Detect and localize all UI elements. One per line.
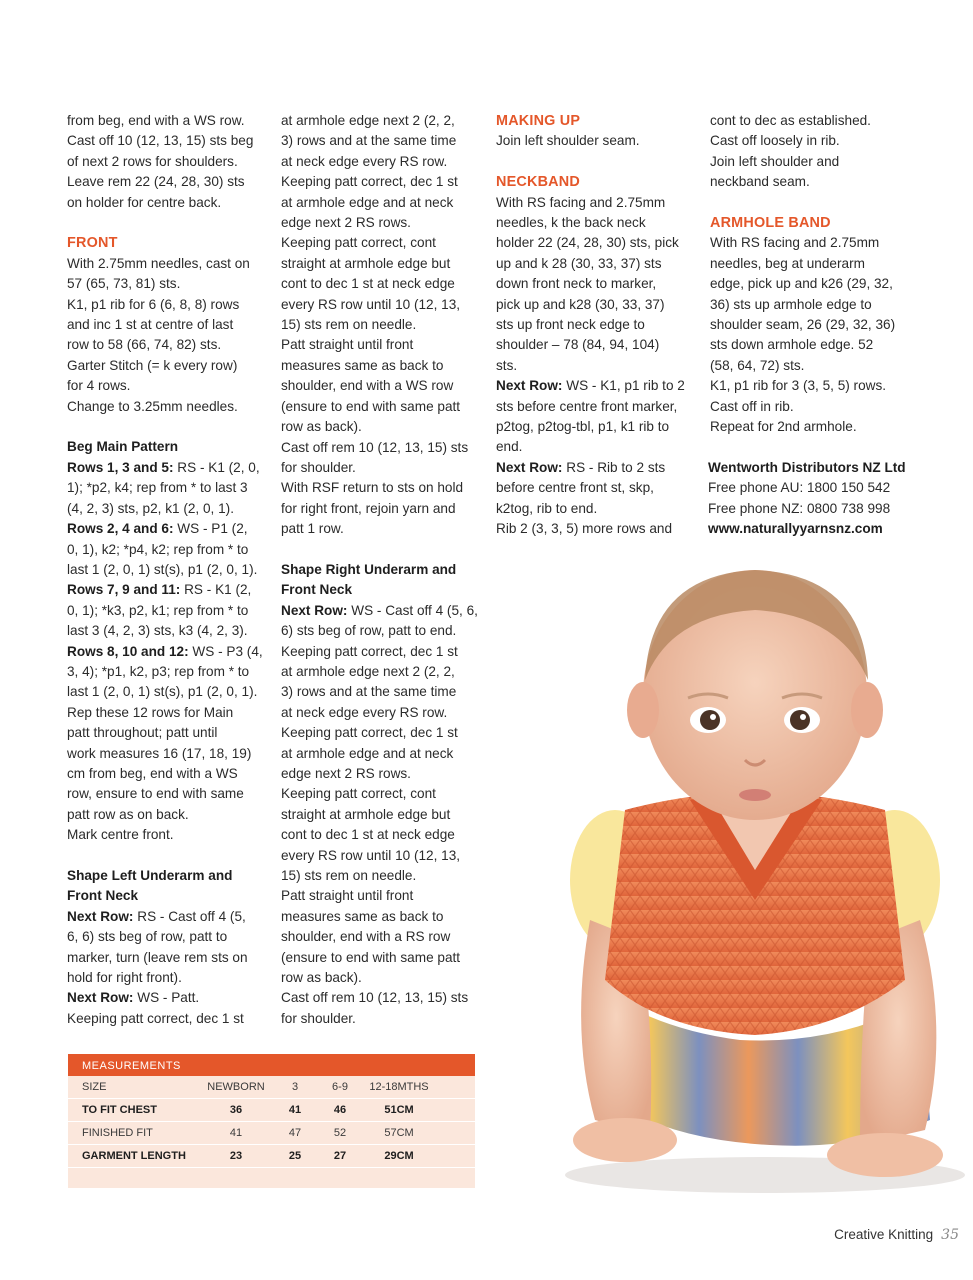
- text-line: 15) sts rem on needle.: [281, 868, 417, 884]
- text-line: patt row as on back.: [67, 806, 189, 822]
- front-heading: FRONT: [67, 235, 118, 252]
- text-line: Join left shoulder seam.: [496, 133, 640, 149]
- text-line: Keeping patt correct, dec 1 st: [67, 1010, 244, 1026]
- row-text: RS - K1 (2,: [180, 582, 252, 598]
- shape-left-heading: Shape Left Underarm and: [67, 867, 233, 883]
- text-line: sts.: [496, 357, 518, 373]
- text-line: hold for right front).: [67, 970, 182, 986]
- text-line: Keeping patt correct, dec 1 st: [281, 174, 458, 190]
- text-line: [281, 601, 486, 621]
- text-line: edge, pick up and k26 (29, 32,: [710, 276, 893, 292]
- text-line: marker, turn (leave rem sts on: [67, 949, 248, 965]
- text-line: for shoulder.: [281, 1010, 356, 1026]
- page-number: 35: [941, 1227, 959, 1243]
- text-line: 36) sts up armhole edge to: [710, 296, 872, 312]
- text-line: [67, 580, 272, 600]
- text-line: cm from beg, end with a WS: [67, 765, 238, 781]
- text-line: 6) sts beg of row, patt to end.: [281, 623, 457, 639]
- shape-right-heading: Shape Right Underarm and: [281, 561, 457, 577]
- row-label: Next Row:: [67, 908, 134, 924]
- measurements-table: [68, 1054, 475, 1188]
- text-line: down front neck to marker,: [496, 276, 657, 292]
- text-line: at armhole edge and at neck: [281, 194, 454, 210]
- text-line: Garter Stitch (= k every row): [67, 357, 238, 373]
- text-line: row as back).: [281, 419, 362, 435]
- text-line: With RS facing and 2.75mm: [710, 235, 880, 251]
- text-line: With RSF return to sts on hold: [281, 480, 464, 496]
- text-line: sts up front neck edge to: [496, 317, 645, 333]
- text-line: from beg, end with a WS row.: [67, 113, 245, 128]
- text-line: [496, 458, 701, 478]
- text-line: measures same as back to: [281, 908, 444, 924]
- text-line: 15) sts rem on needle.: [281, 317, 417, 333]
- text-line: holder 22 (24, 28, 30) sts, pick: [496, 235, 679, 251]
- beg-main-pattern-heading: Beg Main Pattern: [67, 439, 179, 455]
- text-line: straight at armhole edge but: [281, 806, 451, 822]
- text-line: at armhole edge and at neck: [281, 745, 454, 761]
- text-line: k2tog, rib to end.: [496, 500, 598, 516]
- text-line: shoulder – 78 (84, 94, 104): [496, 337, 660, 353]
- text-line: end.: [496, 439, 523, 455]
- text-line: shoulder seam, 26 (29, 32, 36): [710, 317, 896, 333]
- row-label: Next Row:: [496, 378, 563, 394]
- page-footer: [834, 1227, 959, 1243]
- making-up-heading: MAKING UP: [496, 113, 581, 129]
- text-line: 1); *p2, k4; rep from * to last 3: [67, 480, 248, 496]
- text-line: and inc 1 st at centre of last: [67, 317, 234, 333]
- table-header-row: [68, 1076, 475, 1099]
- shape-left-heading: Front Neck: [67, 888, 139, 904]
- text-line: Repeat for 2nd armhole.: [710, 419, 857, 435]
- text-line: [67, 642, 272, 662]
- measurements-title: MEASUREMENTS: [68, 1054, 475, 1076]
- text-line: Mark centre front.: [67, 827, 174, 843]
- table-row: [68, 1099, 475, 1122]
- text-line: cont to dec as established.: [710, 113, 871, 128]
- text-line: cont to dec 1 st at neck edge: [281, 276, 455, 292]
- row-label: Next Row:: [496, 459, 563, 475]
- text-line: Keeping patt correct, dec 1 st: [281, 725, 458, 741]
- text-line: Keeping patt correct, cont: [281, 235, 436, 251]
- row-label: Rows 1, 3 and 5:: [67, 459, 174, 475]
- row-text: RS - Rib to 2 sts: [562, 459, 666, 475]
- text-line: K1, p1 rib for 6 (6, 8, 8) rows: [67, 296, 240, 312]
- text-line: needles, k the back neck: [496, 215, 646, 231]
- text-line: sts down armhole edge. 52: [710, 337, 874, 353]
- text-line: Keeping patt correct, cont: [281, 786, 436, 802]
- text-line: Leave rem 22 (24, 28, 30) sts: [67, 174, 245, 190]
- text-line: Change to 3.25mm needles.: [67, 398, 238, 414]
- table-cell: 23: [229, 1150, 243, 1162]
- text-line: patt 1 row.: [281, 521, 344, 537]
- text-line: shoulder, end with a RS row: [281, 929, 451, 945]
- text-line: at armhole edge next 2 (2, 2,: [281, 113, 455, 128]
- text-line: for 4 rows.: [67, 378, 131, 394]
- armhole-band-heading: ARMHOLE BAND: [710, 215, 831, 232]
- text-line: Keeping patt correct, dec 1 st: [281, 643, 458, 659]
- text-line: Cast off rem 10 (12, 13, 15) sts: [281, 990, 469, 1006]
- table-cell: 51CM: [384, 1104, 414, 1116]
- text-line: shoulder, end with a WS row: [281, 378, 454, 394]
- text-line: With 2.75mm needles, cast on: [67, 255, 250, 271]
- text-line: (ensure to end with same patt: [281, 949, 461, 965]
- text-line: 3) rows and at the same time: [281, 684, 457, 700]
- table-cell: 41: [229, 1127, 243, 1139]
- shape-right-heading: Front Neck: [281, 582, 353, 598]
- baby-photo: [540, 560, 973, 1200]
- text-line: last 3 (4, 2, 3) sts, k3 (4, 2, 3).: [67, 623, 248, 639]
- text-line: (58, 64, 72) sts.: [710, 357, 805, 373]
- text-line: Rep these 12 rows for Main: [67, 704, 234, 720]
- table-cell: 57CM: [384, 1127, 414, 1139]
- text-line: With RS facing and 2.75mm: [496, 194, 666, 210]
- table-cell: 27: [333, 1150, 347, 1162]
- header-cell: NEWBORN: [207, 1081, 265, 1093]
- row-label: Rows 2, 4 and 6:: [67, 521, 174, 537]
- text-line: on holder for centre back.: [67, 194, 222, 210]
- website-link[interactable]: www.naturallyyarnsnz.com: [708, 521, 883, 537]
- column-2: [281, 111, 486, 1029]
- text-line: every RS row until 10 (12, 13,: [281, 847, 461, 863]
- text-line: for shoulder.: [281, 459, 356, 475]
- text-line: K1, p1 rib for 3 (3, 5, 5) rows.: [710, 378, 887, 394]
- text-line: for right front, rejoin yarn and: [281, 500, 456, 516]
- row-text: RS - K1 (2, 0,: [173, 459, 260, 475]
- text-line: (4, 2, 3) sts, p2, k1 (2, 0, 1).: [67, 500, 234, 516]
- table-cell: 47: [288, 1127, 302, 1139]
- row-text: WS - K1, p1 rib to 2: [562, 378, 685, 394]
- text-line: edge next 2 RS rows.: [281, 765, 411, 781]
- header-cell: 6-9: [332, 1081, 348, 1093]
- table-cell: 25: [288, 1150, 302, 1162]
- text-line: at neck edge every RS row.: [281, 153, 448, 169]
- text-line: every RS row until 10 (12, 13,: [281, 296, 461, 312]
- text-line: cont to dec 1 st at neck edge: [281, 827, 455, 843]
- header-cell: SIZE: [82, 1081, 107, 1093]
- text-line: Patt straight until front: [281, 888, 414, 904]
- text-line: [67, 519, 272, 539]
- row-label-cell: GARMENT LENGTH: [82, 1150, 186, 1162]
- text-line: sts before centre front marker,: [496, 398, 678, 414]
- text-line: needles, beg at underarm: [710, 255, 865, 271]
- text-line: row as back).: [281, 970, 362, 986]
- text-line: Patt straight until front: [281, 337, 414, 353]
- text-line: Cast off in rib.: [710, 398, 794, 414]
- table-cell: 36: [229, 1104, 243, 1116]
- text-line: Cast off loosely in rib.: [710, 133, 840, 149]
- row-text: WS - P1 (2,: [173, 521, 248, 537]
- row-label: Rows 7, 9 and 11:: [67, 582, 181, 598]
- text-line: Cast off 10 (12, 13, 15) sts beg: [67, 133, 254, 149]
- text-line: before centre front st, skp,: [496, 480, 654, 496]
- text-line: at neck edge every RS row.: [281, 704, 448, 720]
- text-line: [67, 907, 272, 927]
- text-line: of next 2 rows for shoulders.: [67, 153, 238, 169]
- table-cell: 52: [333, 1127, 347, 1139]
- table-row: [68, 1122, 475, 1145]
- row-label-cell: TO FIT CHEST: [82, 1104, 157, 1116]
- text-line: [67, 988, 272, 1008]
- text-line: work measures 16 (17, 18, 19): [67, 745, 252, 761]
- text-line: 3, 4); *p1, k2, p3; rep from * to: [67, 663, 250, 679]
- row-text: WS - Cast off 4 (5, 6,: [347, 602, 478, 618]
- text-line: 57 (65, 73, 81) sts.: [67, 276, 181, 292]
- text-line: last 1 (2, 0, 1) st(s), p1 (2, 0, 1).: [67, 561, 258, 577]
- text-line: measures same as back to: [281, 357, 444, 373]
- table-cell: 41: [288, 1104, 302, 1116]
- neckband-heading: NECKBAND: [496, 174, 580, 191]
- text-line: Join left shoulder and: [710, 153, 840, 169]
- row-text: WS - P3 (4,: [188, 643, 263, 659]
- row-label: Next Row:: [67, 990, 134, 1006]
- text-line: neckband seam.: [710, 174, 810, 190]
- column-3: [496, 111, 701, 540]
- row-label-cell: FINISHED FIT: [82, 1127, 153, 1139]
- text-line: up and k 28 (30, 33, 37) sts: [496, 255, 662, 271]
- phone-nz: Free phone NZ: 0800 738 998: [708, 500, 891, 516]
- row-label: Next Row:: [281, 602, 348, 618]
- row-label: Rows 8, 10 and 12:: [67, 643, 189, 659]
- table-cell: 29CM: [384, 1150, 414, 1162]
- text-line: straight at armhole edge but: [281, 255, 451, 271]
- table-cell: 46: [333, 1104, 347, 1116]
- text-line: row to 58 (66, 74, 82) sts.: [67, 337, 222, 353]
- text-line: 6, 6) sts beg of row, patt to: [67, 929, 228, 945]
- text-line: 3) rows and at the same time: [281, 133, 457, 149]
- text-line: 0, 1), k2; *p4, k2; rep from * to: [67, 541, 249, 557]
- column-4: [710, 111, 920, 540]
- header-cell: 3: [291, 1081, 299, 1093]
- magazine-name: Creative Knitting: [834, 1227, 934, 1242]
- text-line: [496, 376, 701, 396]
- text-line: Cast off rem 10 (12, 13, 15) sts: [281, 439, 469, 455]
- row-text: WS - Patt.: [133, 990, 200, 1006]
- text-line: [67, 458, 272, 478]
- text-line: (ensure to end with same patt: [281, 398, 461, 414]
- text-line: patt throughout; patt until: [67, 725, 218, 741]
- text-line: edge next 2 RS rows.: [281, 215, 411, 231]
- text-line: p2tog, p2tog-tbl, p1, k1 rib to: [496, 419, 670, 435]
- text-line: 0, 1); *k3, p2, k1; rep from * to: [67, 602, 249, 618]
- row-text: RS - Cast off 4 (5,: [133, 908, 246, 924]
- column-1: [67, 111, 272, 1029]
- text-line: at armhole edge next 2 (2, 2,: [281, 663, 455, 679]
- text-line: Rib 2 (3, 3, 5) more rows and: [496, 521, 673, 537]
- text-line: pick up and k28 (30, 33, 37): [496, 296, 665, 312]
- distributor-name: Wentworth Distributors NZ Ltd: [708, 459, 906, 475]
- text-line: row, ensure to end with same: [67, 786, 244, 802]
- header-cell: 12-18MTHS: [369, 1081, 429, 1093]
- phone-au: Free phone AU: 1800 150 542: [708, 480, 891, 496]
- text-line: last 1 (2, 0, 1) st(s), p1 (2, 0, 1).: [67, 684, 258, 700]
- table-row: [68, 1145, 475, 1168]
